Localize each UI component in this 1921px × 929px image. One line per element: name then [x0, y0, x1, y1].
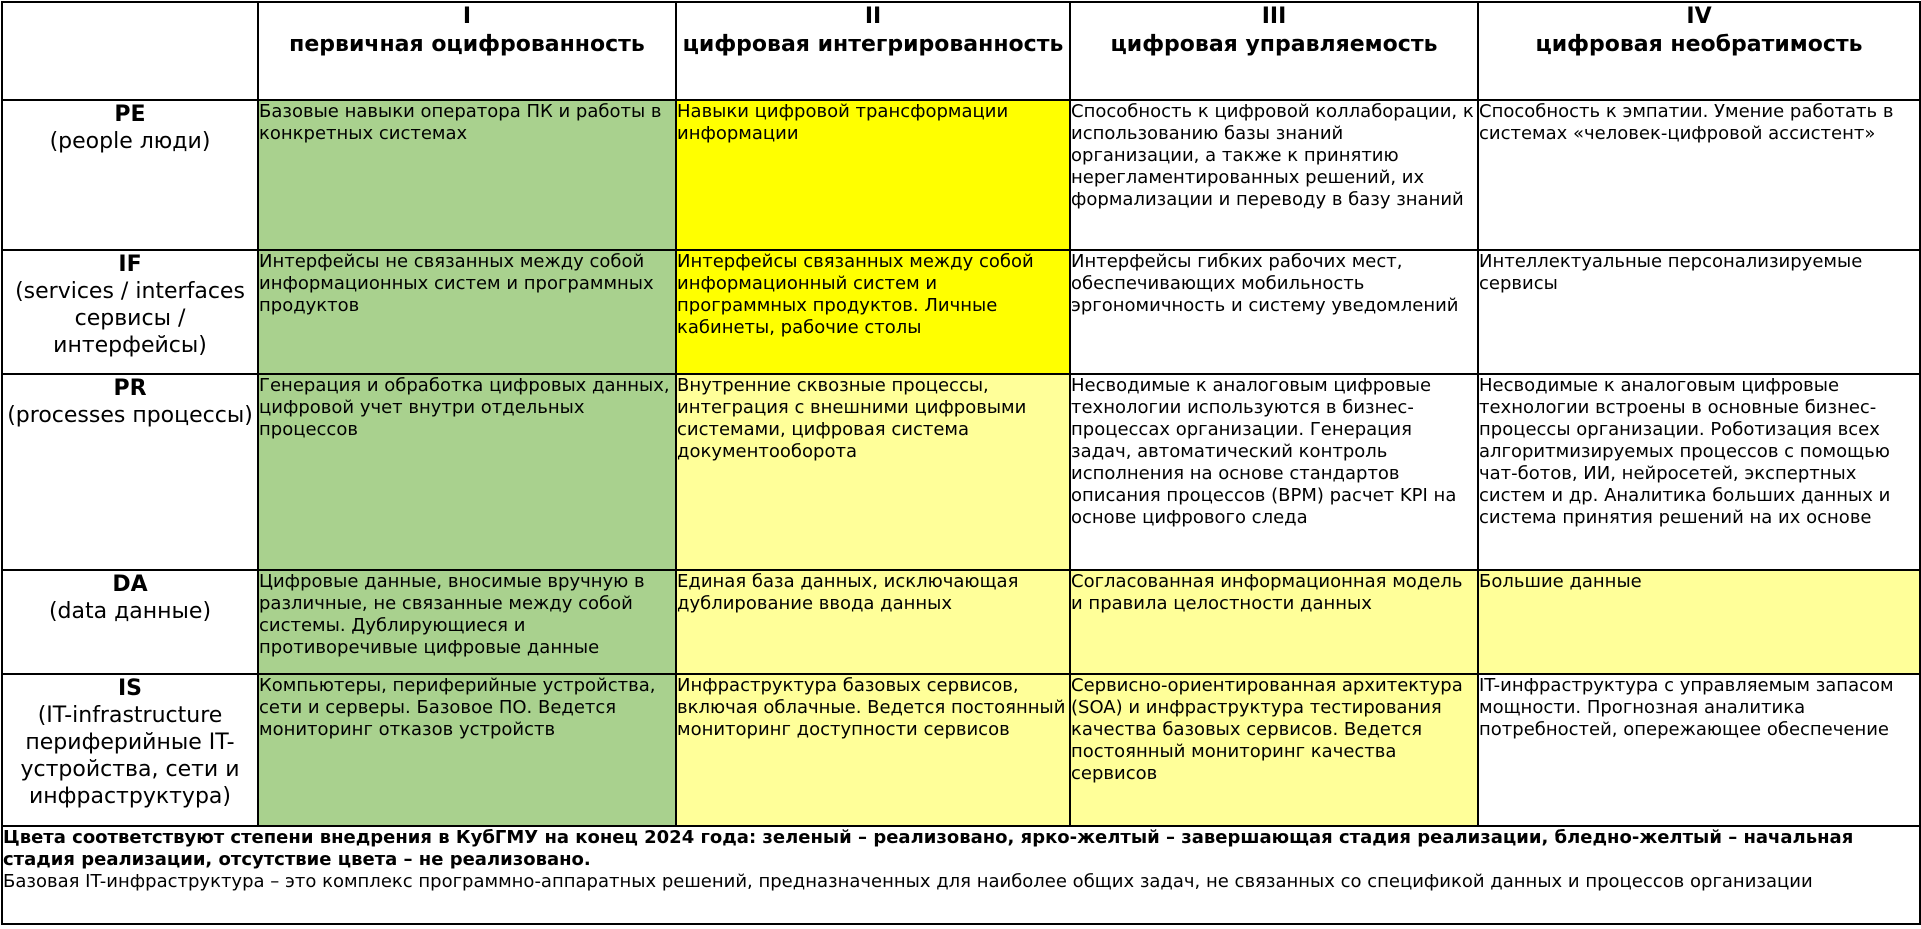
row-header — [2, 674, 258, 826]
column-title: цифровая интегрированность — [682, 32, 1064, 57]
column-header-2 — [676, 2, 1070, 100]
matrix-cell: Генерация и обработка цифровых данных, цифровой учет внутри отдельных процессов — [258, 374, 676, 570]
matrix-cell: Единая база данных, исключающая дублирование ввода данных — [676, 570, 1070, 674]
column-numeral: II — [864, 4, 882, 29]
matrix-cell: Сервисно-ориентированная архитектура (SOA) и инфраструктура тестирования качества базовых сервисов. Ведется постоянный мониторинг качества сервисов — [1070, 674, 1478, 826]
row-pr — [2, 374, 1920, 570]
matrix-cell: Интерфейсы связанных между собой информационный систем и программных продуктов. Личные кабинеты, рабочие столы — [676, 250, 1070, 374]
row-code: DA — [112, 572, 148, 597]
matrix-cell: Способность к эмпатии. Умение работать в системах «человек-цифровой ассистент» — [1478, 100, 1920, 250]
matrix-cell: Навыки цифровой трансформации информации — [676, 100, 1070, 250]
column-header-1 — [258, 2, 676, 100]
matrix-cell: Интерфейсы гибких рабочих мест, обеспечивающих мобильность эргономичность и систему уведомлений — [1070, 250, 1478, 374]
matrix-cell: Несводимые к аналоговым цифровые технологии используются в бизнес-процессах организации. Генерация задач, автоматический контроль исполнения на основе стандартов описания процессов (BPM) расчет KPI на основе цифрового следа — [1070, 374, 1478, 570]
row-description: (people люди) — [49, 129, 211, 154]
row-code: IF — [118, 252, 142, 277]
matrix-cell: Интеллектуальные персонализируемые сервисы — [1478, 250, 1920, 374]
column-header-4 — [1478, 2, 1920, 100]
row-description: (services / interfaces сервисы / интерфейсы) — [15, 279, 245, 358]
matrix-cell: Интерфейсы не связанных между собой информационных систем и программных продуктов — [258, 250, 676, 374]
row-description: (processes процессы) — [7, 403, 253, 428]
corner-cell — [2, 2, 258, 100]
color-legend-note: Цвета соответствуют степени внедрения в КубГМУ на конец 2024 года: зеленый – реализовано, ярко-желтый – завершающая стадия реализации, бледно-желтый – начальная стадия реализации, отсутствие цвета – не реализовано. — [3, 827, 1854, 870]
column-numeral: IV — [1686, 4, 1712, 29]
matrix-cell: Большие данные — [1478, 570, 1920, 674]
row-header — [2, 250, 258, 374]
row-pe — [2, 100, 1920, 250]
row-da — [2, 570, 1920, 674]
matrix-cell: Внутренние сквозные процессы, интеграция с внешними цифровыми системами, цифровая система документооборота — [676, 374, 1070, 570]
row-header — [2, 570, 258, 674]
matrix-cell: Цифровые данные, вносимые вручную в различные, не связанные между собой системы. Дублирующиеся и противоречивые цифровые данные — [258, 570, 676, 674]
infrastructure-definition-note: Базовая IT-инфраструктура – это комплекс программно-аппаратных решений, предназначенных для наиболее общих задач, не связанных со спецификой данных и процессов организации — [3, 871, 1813, 892]
row-if — [2, 250, 1920, 374]
column-numeral: III — [1261, 4, 1287, 29]
column-title: цифровая управляемость — [1110, 32, 1438, 57]
column-title: первичная оцифрованность — [289, 32, 645, 57]
matrix-cell: Согласованная информационная модель и правила целостности данных — [1070, 570, 1478, 674]
row-code: PE — [114, 102, 146, 127]
digital-maturity-table — [1, 1, 1921, 925]
column-header-3 — [1070, 2, 1478, 100]
footer-row — [2, 826, 1920, 924]
matrix-cell: Несводимые к аналоговым цифровые технологии встроены в основные бизнес-процессы организации. Роботизация всех алгоритмизируемых процессов с помощью чат-ботов, ИИ, нейросетей, экспертных систем и др. Аналитика больших данных и система принятия решений на их основе — [1478, 374, 1920, 570]
row-description: (IT-infrastructure периферийные IT-устройства, сети и инфраструктура) — [20, 703, 240, 809]
column-title: цифровая необратимость — [1535, 32, 1863, 57]
row-code: IS — [117, 676, 143, 701]
row-is — [2, 674, 1920, 826]
matrix-cell: Компьютеры, периферийные устройства, сети и серверы. Базовое ПО. Ведется мониторинг отказов устройств — [258, 674, 676, 826]
footer-notes — [2, 826, 1920, 924]
header-row — [2, 2, 1920, 100]
row-description: (data данные) — [48, 599, 212, 624]
row-code: PR — [113, 376, 147, 401]
matrix-cell: Базовые навыки оператора ПК и работы в конкретных системах — [258, 100, 676, 250]
matrix-cell: Способность к цифровой коллаборации, к использованию базы знаний организации, а также к принятию нерегламентированных решений, их формализации и переводу в базу знаний — [1070, 100, 1478, 250]
column-numeral: I — [462, 4, 472, 29]
matrix-cell: Инфраструктура базовых сервисов, включая облачные. Ведется постоянный мониторинг доступности сервисов — [676, 674, 1070, 826]
row-header — [2, 100, 258, 250]
matrix-cell: IT-инфраструктура с управляемым запасом мощности. Прогнозная аналитика потребностей, опережающее обеспечение — [1478, 674, 1920, 826]
row-header — [2, 374, 258, 570]
